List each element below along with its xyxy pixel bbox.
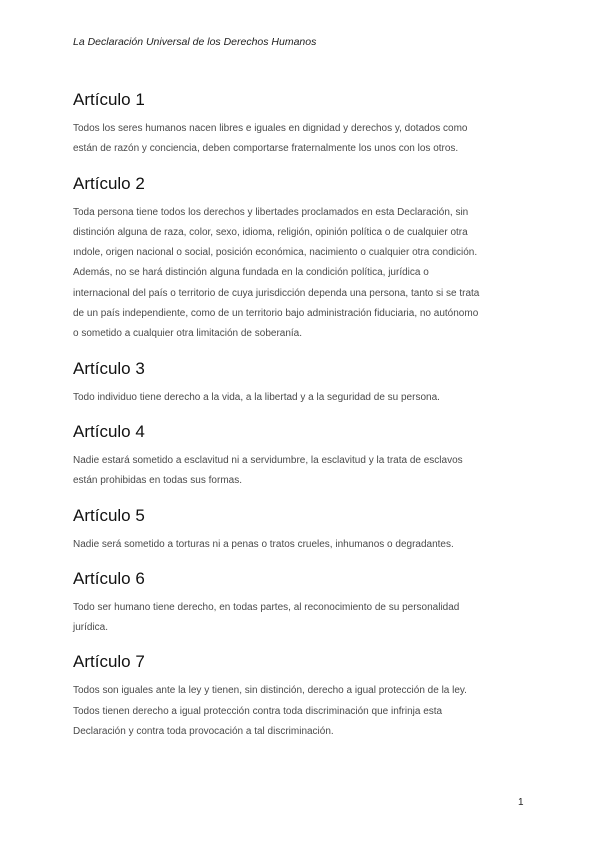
article-4 (73, 420, 533, 492)
article-body: Nadie estará sometido a esclavitud ni a servidumbre, la esclavitud y la trata de esclavos están prohibidas en todas sus formas. (73, 454, 463, 487)
article-2 (73, 172, 533, 345)
article-body: Todo ser humano tiene derecho, en todas partes, al reconocimiento de su personalidad jurídica. (73, 601, 460, 634)
article-title: Artículo 1 (73, 90, 145, 109)
article-title: Artículo 7 (73, 652, 145, 672)
article-title: Artículo 6 (73, 568, 145, 588)
article-body: Todo individuo tiene derecho a la vida, a la libertad y a la seguridad de su persona. (73, 391, 440, 403)
article-title: Artículo 2 (73, 173, 145, 193)
article-body: Nadie será sometido a torturas ni a penas o tratos crueles, inhumanos o degradantes. (73, 538, 454, 550)
articles-list (73, 88, 533, 754)
page-number: 1 (518, 797, 524, 808)
running-header: La Declaración Universal de los Derechos Humanos (73, 36, 317, 48)
article-1 (73, 88, 533, 160)
article-7 (73, 650, 533, 742)
article-title: Artículo 3 (73, 358, 145, 378)
article-6 (73, 567, 533, 639)
article-5 (73, 504, 533, 555)
article-3 (73, 357, 533, 408)
article-title: Artículo 4 (73, 421, 145, 441)
article-body: Todos son iguales ante la ley y tienen, sin distinción, derecho a igual protección de la ley. Todos tienen derecho a igual protección contra toda discriminación que infrinja esta Declaración y contra toda provocación a tal discriminación. (73, 685, 467, 738)
article-title: Artículo 5 (73, 505, 145, 525)
article-body: Todos los seres humanos nacen libres e iguales en dignidad y derechos y, dotados como están de razón y conciencia, deben comportarse fraternalmente los unos con los otros. (73, 123, 468, 155)
article-body: Toda persona tiene todos los derechos y libertades proclamados en esta Declaración, sin distinción alguna de raza, color, sexo, idioma, religión, opinión política o de cualquier otra ındole, origen nacional o social, posición económica, nacimiento o cualquier otra condición. Además, no se hará distinción alguna fundada en la condición política, jurídica o internacional del país o territorio de cuya jurisdicción dependa una persona, tanto si se trata de un país independiente, como de un territorio bajo administración fiduciaria, no autónomo o sometido a cualquier otra limitación de soberanía. (73, 206, 480, 340)
